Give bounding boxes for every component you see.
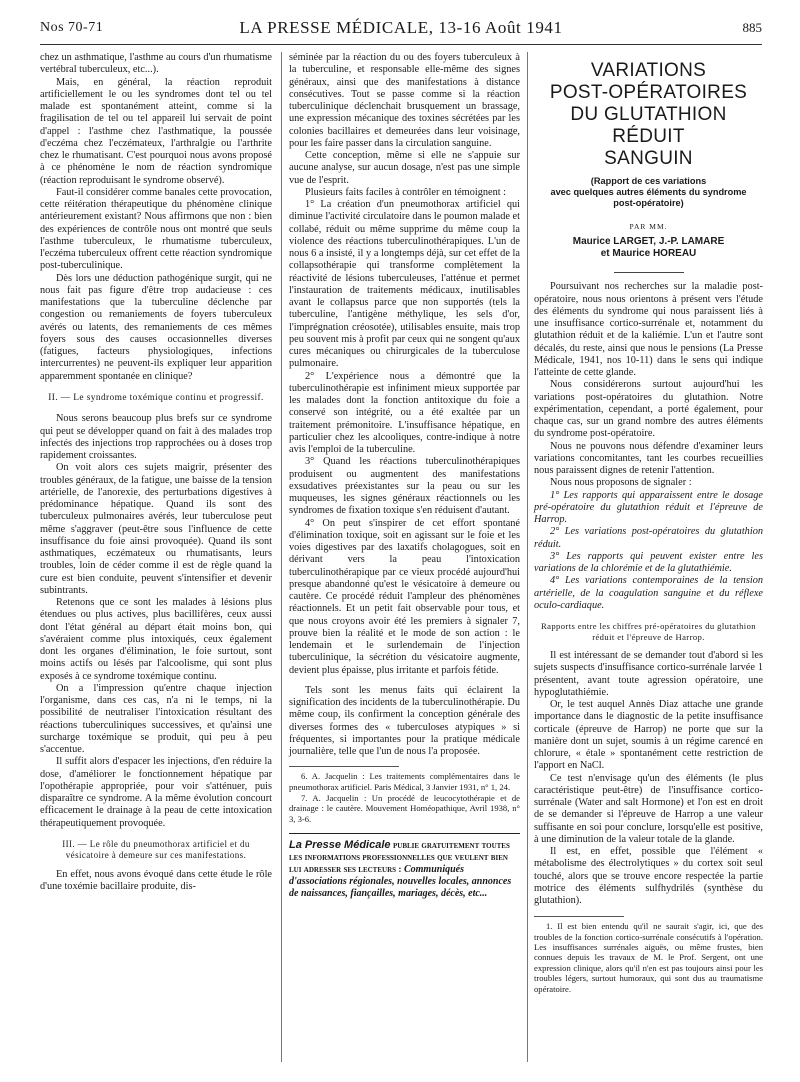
subtitle-line: avec quelques autres éléments du syndrome xyxy=(550,187,747,197)
footnotes xyxy=(289,771,520,824)
paragraph: Dès lors une déduction pathogénique surgit, qui ne nous fait pas figure d'être trop audacieuse : ces manifestations que la tuberculine déclenche par congestion ou remaniements de foyers tuberculeux avérés ou latents, des remaniements de ces mêmes foyers sous des causes occasionnelles diverses (fatigues, facteurs physiologiques, infections intercurrentes) ne peuvent-ils expliquer leur apparition apparemment spontanée en clinique? xyxy=(40,272,272,382)
paragraph: 4° On peut s'inspirer de cet effort spontané d'élimination toxique, soit en agissant sur le foie et les voies digestives par des laxatifs cholagogues, soit en dérivant vers la peau l'intoxication tuberculinothérapique par ce vieux procédé aujourd'hui presque abandonné qu'est le vésicatoire à demeure ou cautère. Ce procédé réduit l'ampleur des phénomènes réactionnels. Et un petit fait observable pour tous, et que nous croyons avoir été les premiers à signaler 7, prouve bien la réalité et le mode de son action : le lendemain et le surlendemain de l'injection tuberculinique, la sécrétion du vésicatoire augmente, devient plus épaisse, plus irritante et parfois fétide. xyxy=(289,517,520,676)
header-rule xyxy=(40,44,762,45)
column-2 xyxy=(289,52,520,900)
byline-prefix: PAR MM. xyxy=(629,222,668,231)
column-divider xyxy=(527,52,528,1062)
title-line: SANGUIN xyxy=(604,148,693,169)
column-divider xyxy=(281,52,282,1062)
section-heading xyxy=(40,839,272,861)
footnote-rule xyxy=(534,916,624,917)
paragraph: séminée par la réaction du ou des foyers tuberculeux à la tuberculine, et responsable elle-même des signes généraux, ainsi que des manifestations à distance consécutives. Tout se passe comme si la réaction tuberculinique déclenchait brusquement un brassage, une expression mécanique des toxines sécrétées par les colonies bacillaires et demeurées dans leur voisinage, pour les faire passer dans la circulation sanguine. xyxy=(289,52,520,149)
title-line: VARIATIONS xyxy=(590,60,707,81)
column-3 xyxy=(534,52,763,995)
notice-list: Communiqués d'associations régionales, nouvelles locales, annonces de naissances, fiançailles, mariages, décès, etc... xyxy=(289,864,512,900)
publisher-notice xyxy=(289,839,520,900)
section-heading-line: III. — Le rôle du pneumothorax artificiel et du xyxy=(62,838,250,849)
paragraph: Nous serons beaucoup plus brefs sur ce syndrome qui peut se développer quand on fait à des malades trop infectés des injections trop rapprochées ou à doses trop rapidement croissantes. xyxy=(40,413,272,461)
notice-rule xyxy=(289,833,520,834)
author-line: et Maurice HOREAU xyxy=(600,248,697,260)
article-title xyxy=(534,60,763,170)
list-item: 2° Les variations post-opératoires du glutathion réduit. xyxy=(534,526,763,550)
paragraph: On a l'impression qu'entre chaque injection l'organisme, dans ces cas, n'a ni le temps, ni la possibilité de neutraliser l'intoxication résultant des réactions tuberculiniques successives, et qu'ainsi une surcharge toxémique se produit, qui peu à peu s'accentue. xyxy=(40,682,272,755)
paragraph: Il suffit alors d'espacer les injections, d'en réduire la dose, d'améliorer le fonctionnement hépatique par l'opothérapie appropriée, pour voir s'atténuer, puis disparaître ce syndrome. A la même évolution concourt efficacement le drainage à la peau de cette intoxication thérapeutiquement provoquée. xyxy=(40,756,272,829)
author-line: Maurice LARGET, J.-P. LAMARE xyxy=(572,236,725,248)
paragraph: Poursuivant nos recherches sur la maladie post-opératoire, nous nous orientons à présent vers l'étude des éléments du syndrome qui nous paraissent liés à une insuffisance cortico-surrénale et, notamment du glutathion réduit et de la kaliémie. L'un et l'autre sont décalés, du reste, ainsi que nous le pensions (La Presse Médicale, 1941, nos 10-11) dans le sens qui indique l'atteinte de cette glande. xyxy=(534,281,763,378)
paragraph: Mais, en général, la réaction reproduit artificiellement le ou les syndromes dont tel ou tel malade est spontanément atteint, comme si la fragilisation de tel ou tel appareil lui servait de point d'appel : l'asthme chez l'asthmatique, la poussée d'eczéma chez l'eczémateux, l'arthralgie ou l'arthrite chez le rhumatisant. C'est pourquoi nous avons proposé à ce phénomène le nom de réaction syndromique (réaction reproduisant le syndrome observé). xyxy=(40,76,272,186)
paragraph: chez un asthmatique, l'asthme au cours d'un rhumatisme vertébral tuberculeux, etc...). xyxy=(40,52,272,76)
footnote: 7. A. Jacquelin : Un procédé de leucocytothérapie et de drainage : le cautère. Mouvement Homéopathique, Avril 1938, n° 3, 3-6. xyxy=(289,793,520,824)
paragraph: Nous considérerons surtout aujourd'hui les variations post-opératoires du glutathion. Notre expérimentation, cependant, a porté également, pour chaque cas, sur un grand nombre des autres éléments du syndrome post-opératoire. xyxy=(534,379,763,440)
paragraph: Nous ne pouvons nous défendre d'examiner leurs variations concomitantes, tant les courbes recueillies nous paraissent dignes de retenir l'attention. xyxy=(534,440,763,476)
paragraph: 3° Quand les réactions tuberculinothérapiques produisent ou augmentent des manifestations exsudatives préexistantes sur la peau ou sur les muqueuses, les signes généraux réactionnels ou les syndromes de fixation toxique s'en réduisent d'autant. xyxy=(289,456,520,517)
issue-number: Nos 70-71 xyxy=(40,20,104,35)
title-rule xyxy=(614,272,684,273)
list-item: 4° Les variations contemporaines de la tension artérielle, de la coagulation sanguine et du réflexe oculo-cardiaque. xyxy=(534,575,763,611)
paragraph: Il est intéressant de se demander tout d'abord si les sujets suspects d'insuffisance cortico-surrénale larvée 1 présentent, avant toute agression opératoire, une hypoglutathiémie. xyxy=(534,650,763,698)
page-number: 885 xyxy=(742,20,762,35)
paragraph: Nous nous proposons de signaler : xyxy=(550,477,692,489)
article-subtitle xyxy=(534,176,763,209)
subtitle-line: (Rapport de ces variations xyxy=(590,176,707,186)
paragraph: Ce test n'envisage qu'un des éléments (le plus caractéristique peut-être) de l'insuffisance cortico-surrénale (Water and salt Hormone) et l'on est en droit de se demander si l'épreuve de Harrop a une valeur suffisante en soi pour conclure, lorsqu'elle est positive, à une diminution de la valeur totale de la glande. xyxy=(534,772,763,845)
column-1 xyxy=(40,52,272,893)
paragraph: On voit alors ces sujets maigrir, présenter des troubles généraux, de la fatigue, une baisse de la tension artérielle, de l'anorexie, des perturbations digestives à prédominance hépatique. Quand ils sont des tuberculeux pulmonaires avérés, leur tuberculose peut même s'aggraver (peut-être sous l'influence de cette insuffisance du foie ainsi provoquée). Quand ils sont asthmatiques, eczémateux ou rhumatisants, leurs troubles, loin de céder comme il est de règle quand la cure est bien conduite, peuvent s'intensifier et devenir subintrants. xyxy=(40,462,272,596)
paragraph: Or, le test auquel Annès Diaz attache une grande importance dans le diagnostic de la petite insuffisance corticale (épreuve de Harrop) ne porte que sur la manière dont un sujet, soumis à un régime carencé en chlorure, « étale » spontanément cette restriction de l'apport en NaCl. xyxy=(534,699,763,772)
section-heading: Rapports entre les chiffres pré-opératoires du glutathion réduit et l'épreuve de Harrop. xyxy=(541,621,756,642)
paragraph: Retenons que ce sont les malades à lésions plus étendues ou plus actives, plus bacillifères, ceux aussi dont l'état général au départ était moins bon, qui s'avéraient comme plus intoxiqués, ceux également dont les organes d'élimination, le foie surtout, sont moins actifs ou lésés par l'alcoolisme, qui sont plus exposés à ce syndrome toxémique continu. xyxy=(40,597,272,682)
footnotes xyxy=(534,921,763,994)
list-item: 1° Les rapports qui apparaissent entre le dosage pré-opératoire du glutathion réduit et l'épreuve de Harrop. xyxy=(534,489,763,525)
journal-title: LA PRESSE MÉDICALE, 13-16 Août 1941 xyxy=(239,18,563,37)
paragraph: 1° La création d'un pneumothorax artificiel qui diminue l'activité circulatoire dans le poumon malade et collabé, réduit ou même supprime du même coup la violence des réactions tuberculinothérapiques. L'un de nous 6 a insisté, il y a longtemps déjà, sur cet effet de la collapsothérapie qui transforme complètement la réactivité de lésions tuberculeuses, l'atténue et permet l'instauration de traitements médicaux, inutilisables avant le collapsus parce que non supportés (tels la tuberculine, l'antigène méthylique, les sels d'or, l'imprégnation créosotée), utilisables ensuite, mais trop peu souvent mis à profit par ceux qui ne songent qu'aux cures mécaniques ou chirurgicales de la tuberculose pulmonaire. xyxy=(289,199,520,370)
footnote: 1. Il est bien entendu qu'il ne saurait s'agir, ici, que des troubles de la fonction cortico-surrénale consécutifs à l'opération. Les insuffisances surrénales aiguës, ou même frustes, bien connues depuis les travaux de M. le Prof. Sergent, ont une expression clinique, alors qu'il n'en est pas toujours ainsi pour les troubles légers, surtout humoraux, qui sont dus au traumatisme opératoire. xyxy=(534,921,763,994)
paragraph: 2° L'expérience nous a démontré que la tuberculinothérapie est infiniment mieux supportée par les malades dont la fonction antitoxique du foie a conservé son intégrité, ou a été exaltée par un traitement prémonitoire. L'insuffisance hépatique, en particulier chez les alcooliques, contre-indique à notre avis l'emploi de la tuberculine. xyxy=(289,370,520,455)
paragraph: Plusieurs faits faciles à contrôler en témoignent : xyxy=(305,186,507,198)
title-line: DU GLUTATHION RÉDUIT xyxy=(570,104,727,147)
notice-brand: La Presse Médicale xyxy=(289,839,391,852)
notice-text: publie gratuitement toutes les informations professionnelles que veulent bien lui adresser ses lecteurs : xyxy=(289,841,510,876)
title-line: POST-OPÉRATOIRES xyxy=(549,82,748,103)
subtitle-line: post-opératoire) xyxy=(613,198,684,208)
paragraph: Cette conception, même si elle ne s'appuie sur aucune analyse, sur aucun dosage, n'est pas une simple vue de l'esprit. xyxy=(289,150,520,186)
footnote-rule xyxy=(289,766,399,767)
paragraph: Il est, en effet, possible que l'élément « métabolisme des électrolytiques » du cortex soit seul touché, alors que se trouve encore respectée la partie motrice des éléments sulfhydrilés (synthèse du glutathion). xyxy=(534,846,763,906)
section-heading: II. — Le syndrome toxémique continu et progressif. xyxy=(48,392,264,403)
paragraph: Faut-il considérer comme banales cette provocation, cette réitération thérapeutique du phénomène clinique antérieurement existant? Nous affirmons que non : bien des expériences de contrôle nous ont montré que seuls l'asthme tuberculeux, le rhumatisme tuberculeux, l'eczéma tuberculeux offrent cette réaction syndromique post-tuberculinique. xyxy=(40,186,272,272)
paragraph: Tels sont les menus faits qui éclairent la signification des incidents de la tuberculinothérapie. Du même coup, ils confirment la conception générale des diverses formes des « tuberculoses atypiques » si fréquentes, si importantes pour la pratique médicale journalière, telle que l'un de nous l'a proposée. xyxy=(289,684,520,757)
authors xyxy=(534,236,763,260)
section-heading-line: vésicatoire à demeure sur ces manifestations. xyxy=(65,849,247,860)
page-header xyxy=(40,18,762,40)
list-item: 3° Les rapports qui peuvent exister entre les variations de la chlorémie et de la glutathiémie. xyxy=(534,550,763,574)
paragraph: En effet, nous avons évoqué dans cette étude le rôle d'une toxémie bacillaire produite, dis- xyxy=(40,868,272,892)
footnote: 6. A. Jacquelin : Les traitements complémentaires dans le pneumothorax artificiel. Paris Médical, 3 Janvier 1931, n° 1, 24. xyxy=(289,771,520,792)
